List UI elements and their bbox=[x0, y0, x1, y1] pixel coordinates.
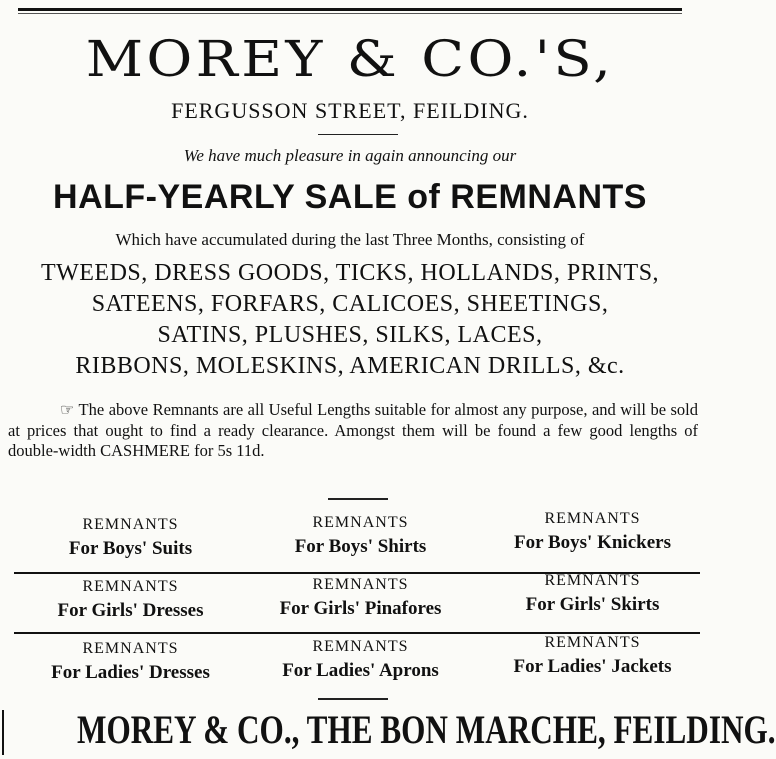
remnant-heading: REMNANTS bbox=[544, 510, 641, 527]
goods-line: SATEENS, FORFARS, CALICOES, SHEETINGS, bbox=[91, 291, 609, 317]
remnant-label: For Ladies' Dresses bbox=[51, 662, 210, 683]
divider bbox=[318, 698, 388, 700]
footer-signature: MOREY & CO., THE BON MARCHE, FEILDING. bbox=[77, 707, 776, 752]
remnant-label: For Boys' Shirts bbox=[294, 536, 427, 557]
store-address: FERGUSSON STREET, FEILDING. bbox=[171, 98, 529, 123]
remnant-cell bbox=[14, 640, 247, 684]
remnant-heading: REMNANTS bbox=[312, 514, 409, 531]
remnant-heading: REMNANTS bbox=[82, 640, 179, 657]
intro-text: We have much pleasure in again announcing our bbox=[183, 146, 517, 165]
remnant-heading: REMNANTS bbox=[312, 576, 409, 593]
top-rule bbox=[18, 8, 682, 11]
remnant-label: For Ladies' Aprons bbox=[282, 660, 439, 681]
remnant-cell bbox=[14, 578, 247, 622]
remnant-label: For Ladies' Jackets bbox=[513, 656, 672, 677]
divider bbox=[328, 498, 388, 500]
remnant-heading: REMNANTS bbox=[82, 516, 179, 533]
remnant-cell bbox=[244, 576, 477, 620]
notice-paragraph bbox=[8, 400, 698, 461]
left-border-bar bbox=[2, 710, 4, 755]
remnant-label: For Girls' Pinafores bbox=[279, 598, 442, 619]
sale-heading: HALF-YEARLY SALE of REMNANTS bbox=[53, 178, 647, 216]
remnant-cell bbox=[244, 638, 477, 682]
goods-list bbox=[0, 258, 700, 382]
goods-line: SATINS, PLUSHES, SILKS, LACES, bbox=[157, 322, 543, 348]
remnant-cell bbox=[476, 634, 709, 678]
remnant-label: For Girls' Skirts bbox=[525, 594, 660, 615]
remnant-label: For Boys' Knickers bbox=[514, 532, 671, 553]
remnant-cell bbox=[476, 510, 709, 554]
remnant-heading: REMNANTS bbox=[82, 578, 179, 595]
notice-text: The above Remnants are all Useful Lengths suitable for almost any purpose, and will be sold at prices that ought to find a ready clearance. Amongst them will be found a few good lengths of double-width CASHMERE for 5s 11d. bbox=[8, 400, 699, 460]
remnant-cell bbox=[476, 572, 709, 616]
pointing-hand-icon: ☞ bbox=[60, 402, 75, 419]
store-title: MOREY & CO.'S, bbox=[85, 30, 615, 88]
remnant-label: For Girls' Dresses bbox=[57, 600, 204, 621]
remnant-heading: REMNANTS bbox=[312, 638, 409, 655]
goods-line: TWEEDS, DRESS GOODS, TICKS, HOLLANDS, PRINTS, bbox=[40, 260, 660, 286]
remnant-heading: REMNANTS bbox=[544, 572, 641, 589]
divider bbox=[318, 134, 398, 135]
remnant-cell bbox=[14, 516, 247, 560]
accumulated-text: Which have accumulated during the last Three Months, consisting of bbox=[115, 230, 585, 249]
goods-line: RIBBONS, MOLESKINS, AMERICAN DRILLS, &c. bbox=[75, 353, 625, 379]
top-rule-thin bbox=[18, 13, 682, 14]
remnant-label: For Boys' Suits bbox=[68, 538, 193, 559]
remnant-heading: REMNANTS bbox=[544, 634, 641, 651]
remnant-cell bbox=[244, 514, 477, 558]
